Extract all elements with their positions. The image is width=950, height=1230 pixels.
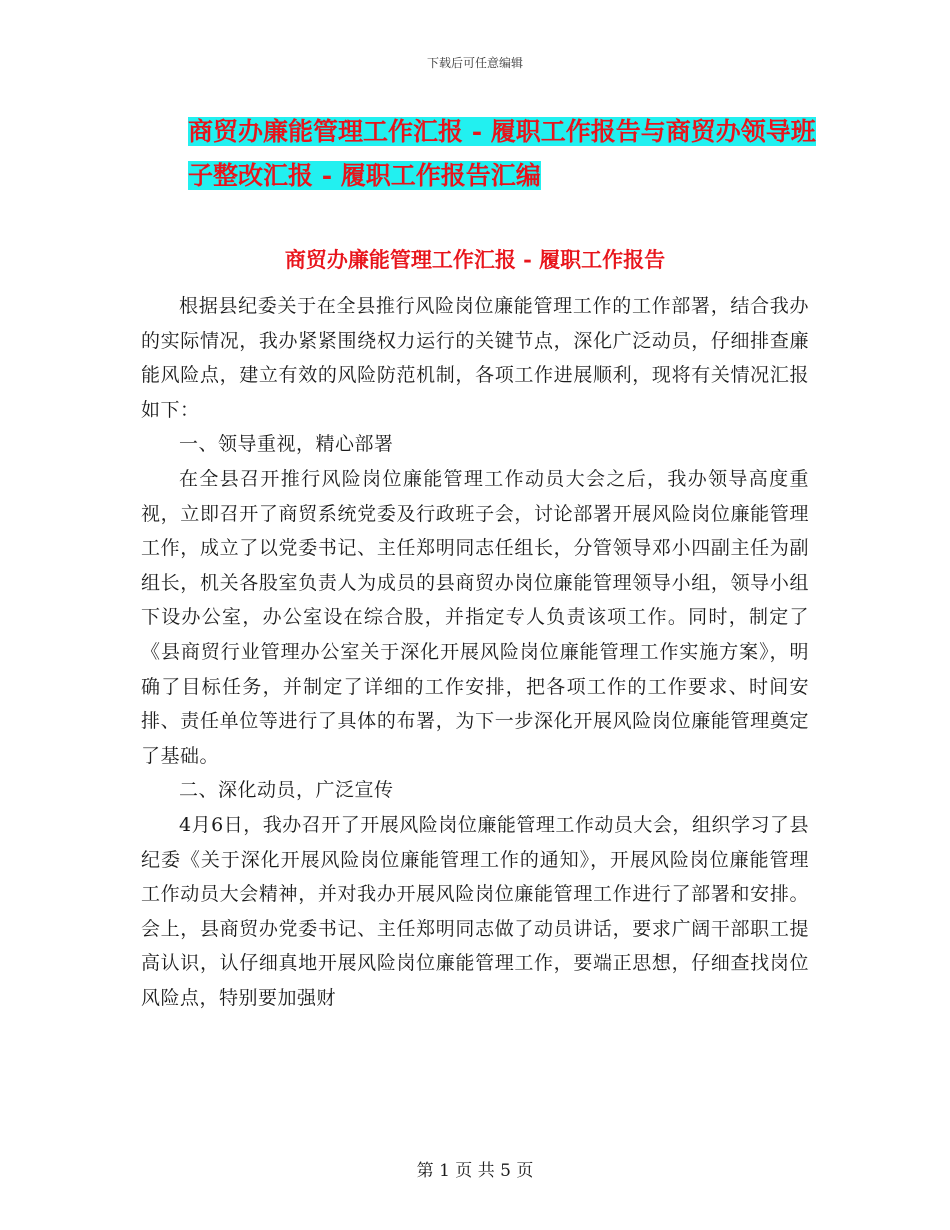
section-title: 商贸办廉能管理工作汇报 - 履职工作报告 [284,247,666,272]
heading-leadership: 一、领导重视，精心部署 [179,433,394,456]
heading-mobilization: 二、深化动员，广泛宣传 [179,779,394,802]
document-title-highlight: 商贸办廉能管理工作汇报 - 履职工作报告与商贸办领导班子整改汇报 - 履职工作报告汇编 [188,117,816,190]
paragraph-leadership: 在全县召开推行风险岗位廉能管理工作动员大会之后，我办领导高度重视，立即召开了商贸系统党委及行政班子会，讨论部署开展风险岗位廉能管理工作，成立了以党委书记、主任郑明同志任组长，分管领导邓小四副主任为副组长，机关各股室负责人为成员的县商贸办岗位廉能管理领导小组，领导小组下设办公室，办公室设在综合股，并指定专人负责该项工作。同时，制定了《县商贸行业管理办公室关于深化开展风险岗位廉能管理工作实施方案》，明确了目标任务，并制定了详细的工作安排，把各项工作的工作要求、时间安排、责任单位等进行了具体的布署，为下一步深化开展风险岗位廉能管理奠定了基础。 [141,467,809,767]
paragraph-mobilization: 4月6日，我办召开了开展风险岗位廉能管理工作动员大会，组织学习了县纪委《关于深化开展风险岗位廉能管理工作的通知》，开展风险岗位廉能管理工作动员大会精神，并对我办开展风险岗位廉能管理工作进行了部署和安排。会上，县商贸办党委书记、主任郑明同志做了动员讲话，要求广阔干部职工提高认识，认仔细真地开展风险岗位廉能管理工作，要端正思想，仔细查找岗位风险点，特别要加强财 [141,813,809,1009]
document-body [141,289,809,1015]
page-number-footer: 第 1 页 共 5 页 [416,1161,534,1181]
header-note: 下载后可任意编辑 [426,56,523,70]
document-title [188,110,828,198]
paragraph-intro: 根据县纪委关于在全县推行风险岗位廉能管理工作的工作部署，结合我办的实际情况，我办紧紧围绕权力运行的关键节点，深化广泛动员，仔细排查廉能风险点，建立有效的风险防范机制，各项工作进展顺利，现将有关情况汇报如下： [141,295,809,421]
